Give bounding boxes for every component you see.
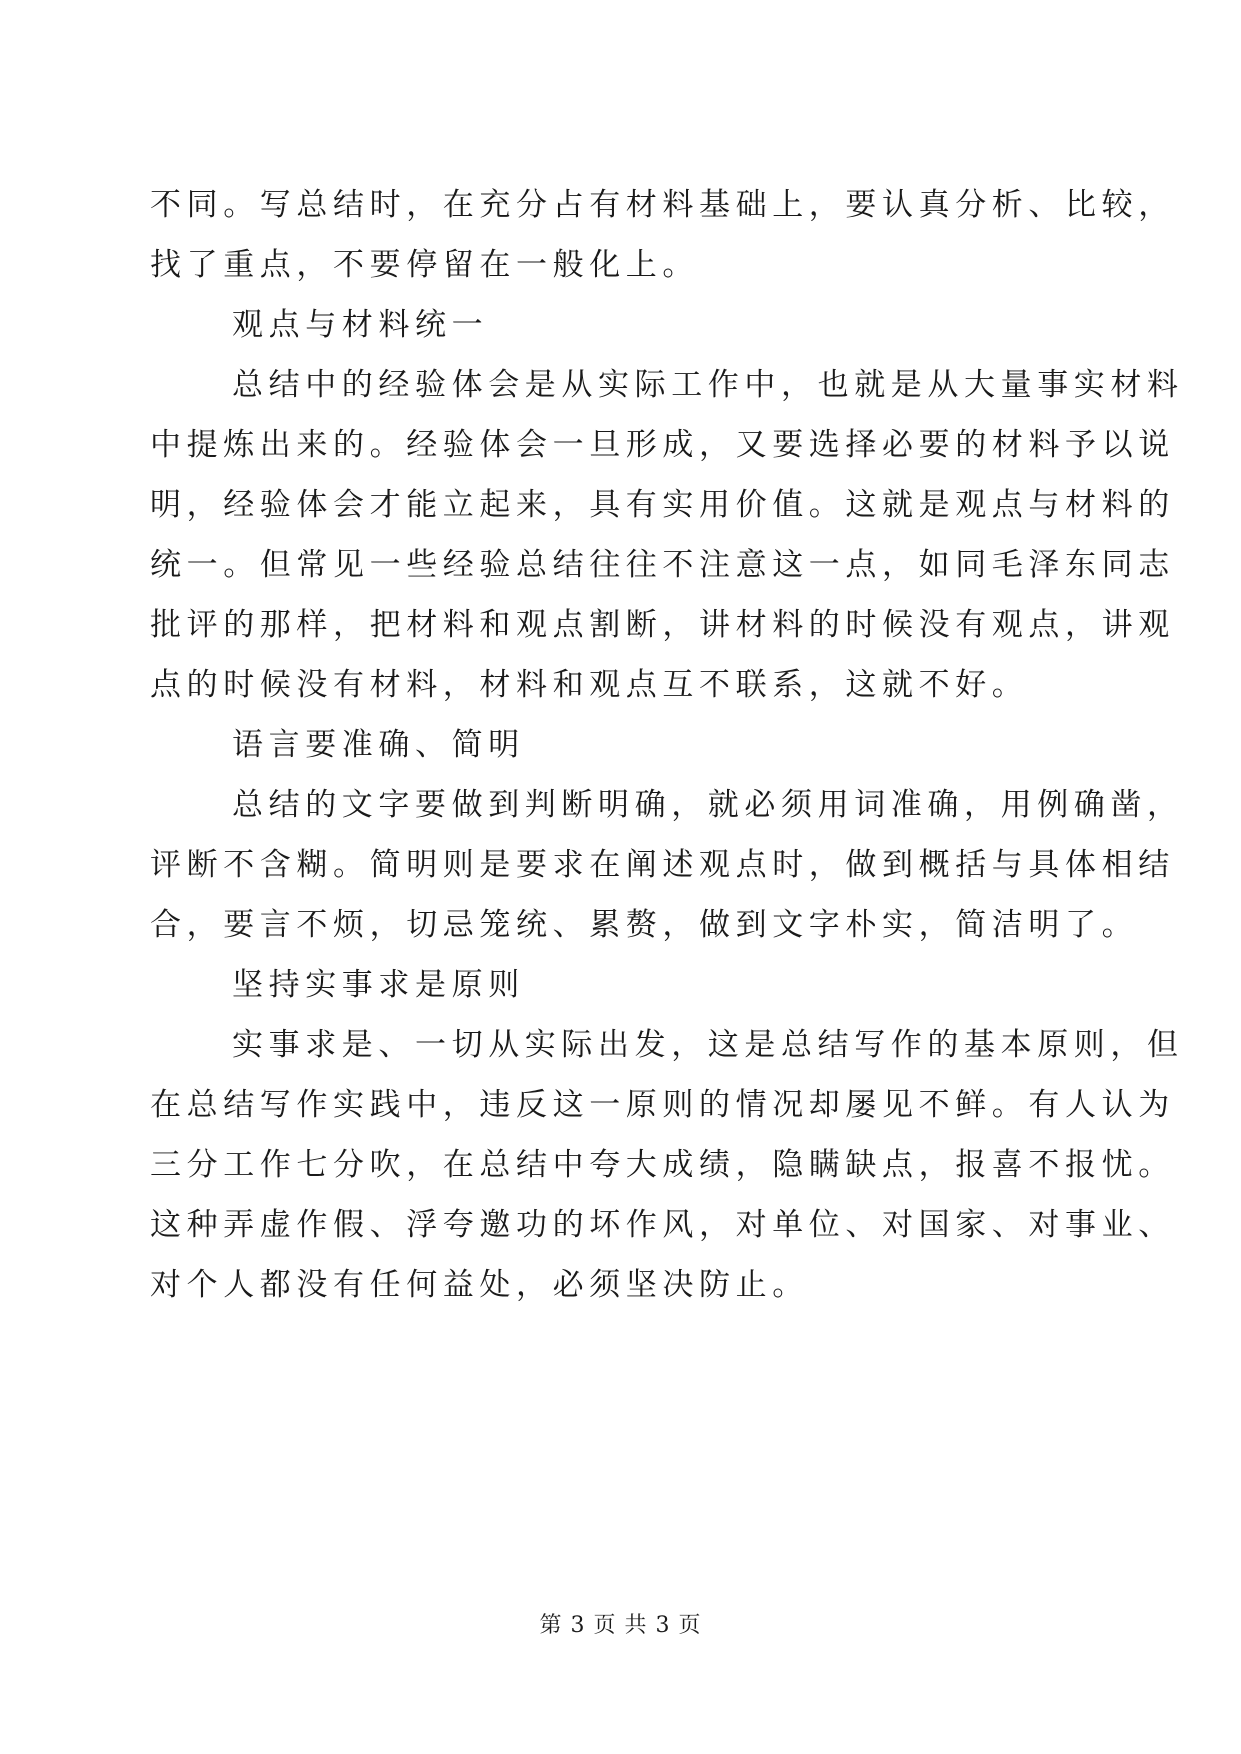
body-line: 不同。写总结时，在充分占有材料基础上，要认真分析、比较，	[150, 187, 1175, 223]
section-heading: 语言要准确、简明	[232, 727, 525, 763]
body-line: 在总结写作实践中，违反这一原则的情况却屡见不鲜。有人认为	[150, 1087, 1175, 1123]
body-line: 实事求是、一切从实际出发，这是总结写作的基本原则，但	[232, 1027, 1184, 1063]
body-line: 点的时候没有材料，材料和观点互不联系，这就不好。	[150, 667, 1029, 703]
body-line: 统一。但常见一些经验总结往往不注意这一点，如同毛泽东同志	[150, 547, 1175, 583]
section-heading: 坚持实事求是原则	[232, 967, 525, 1003]
section-heading: 观点与材料统一	[232, 307, 489, 343]
body-line: 批评的那样，把材料和观点割断，讲材料的时候没有观点，讲观	[150, 607, 1175, 643]
body-line: 找了重点，不要停留在一般化上。	[150, 247, 699, 283]
body-line: 中提炼出来的。经验体会一旦形成，又要选择必要的材料予以说	[150, 427, 1175, 463]
body-line: 总结的文字要做到判断明确，就必须用词准确，用例确凿，	[232, 787, 1184, 823]
body-line: 三分工作七分吹，在总结中夸大成绩，隐瞒缺点，报喜不报忧。	[150, 1147, 1175, 1183]
body-line: 总结中的经验体会是从实际工作中，也就是从大量事实材料	[232, 367, 1184, 403]
body-line: 评断不含糊。简明则是要求在阐述观点时，做到概括与具体相结	[150, 847, 1175, 883]
body-line: 对个人都没有任何益处，必须坚决防止。	[150, 1267, 809, 1303]
body-line: 合，要言不烦，切忌笼统、累赘，做到文字朴实，简洁明了。	[150, 907, 1139, 943]
page-number-footer: 第 3 页 共 3 页	[539, 1613, 702, 1638]
body-line: 这种弄虚作假、浮夸邀功的坏作风，对单位、对国家、对事业、	[150, 1207, 1175, 1243]
body-line: 明，经验体会才能立起来，具有实用价值。这就是观点与材料的	[150, 487, 1175, 523]
